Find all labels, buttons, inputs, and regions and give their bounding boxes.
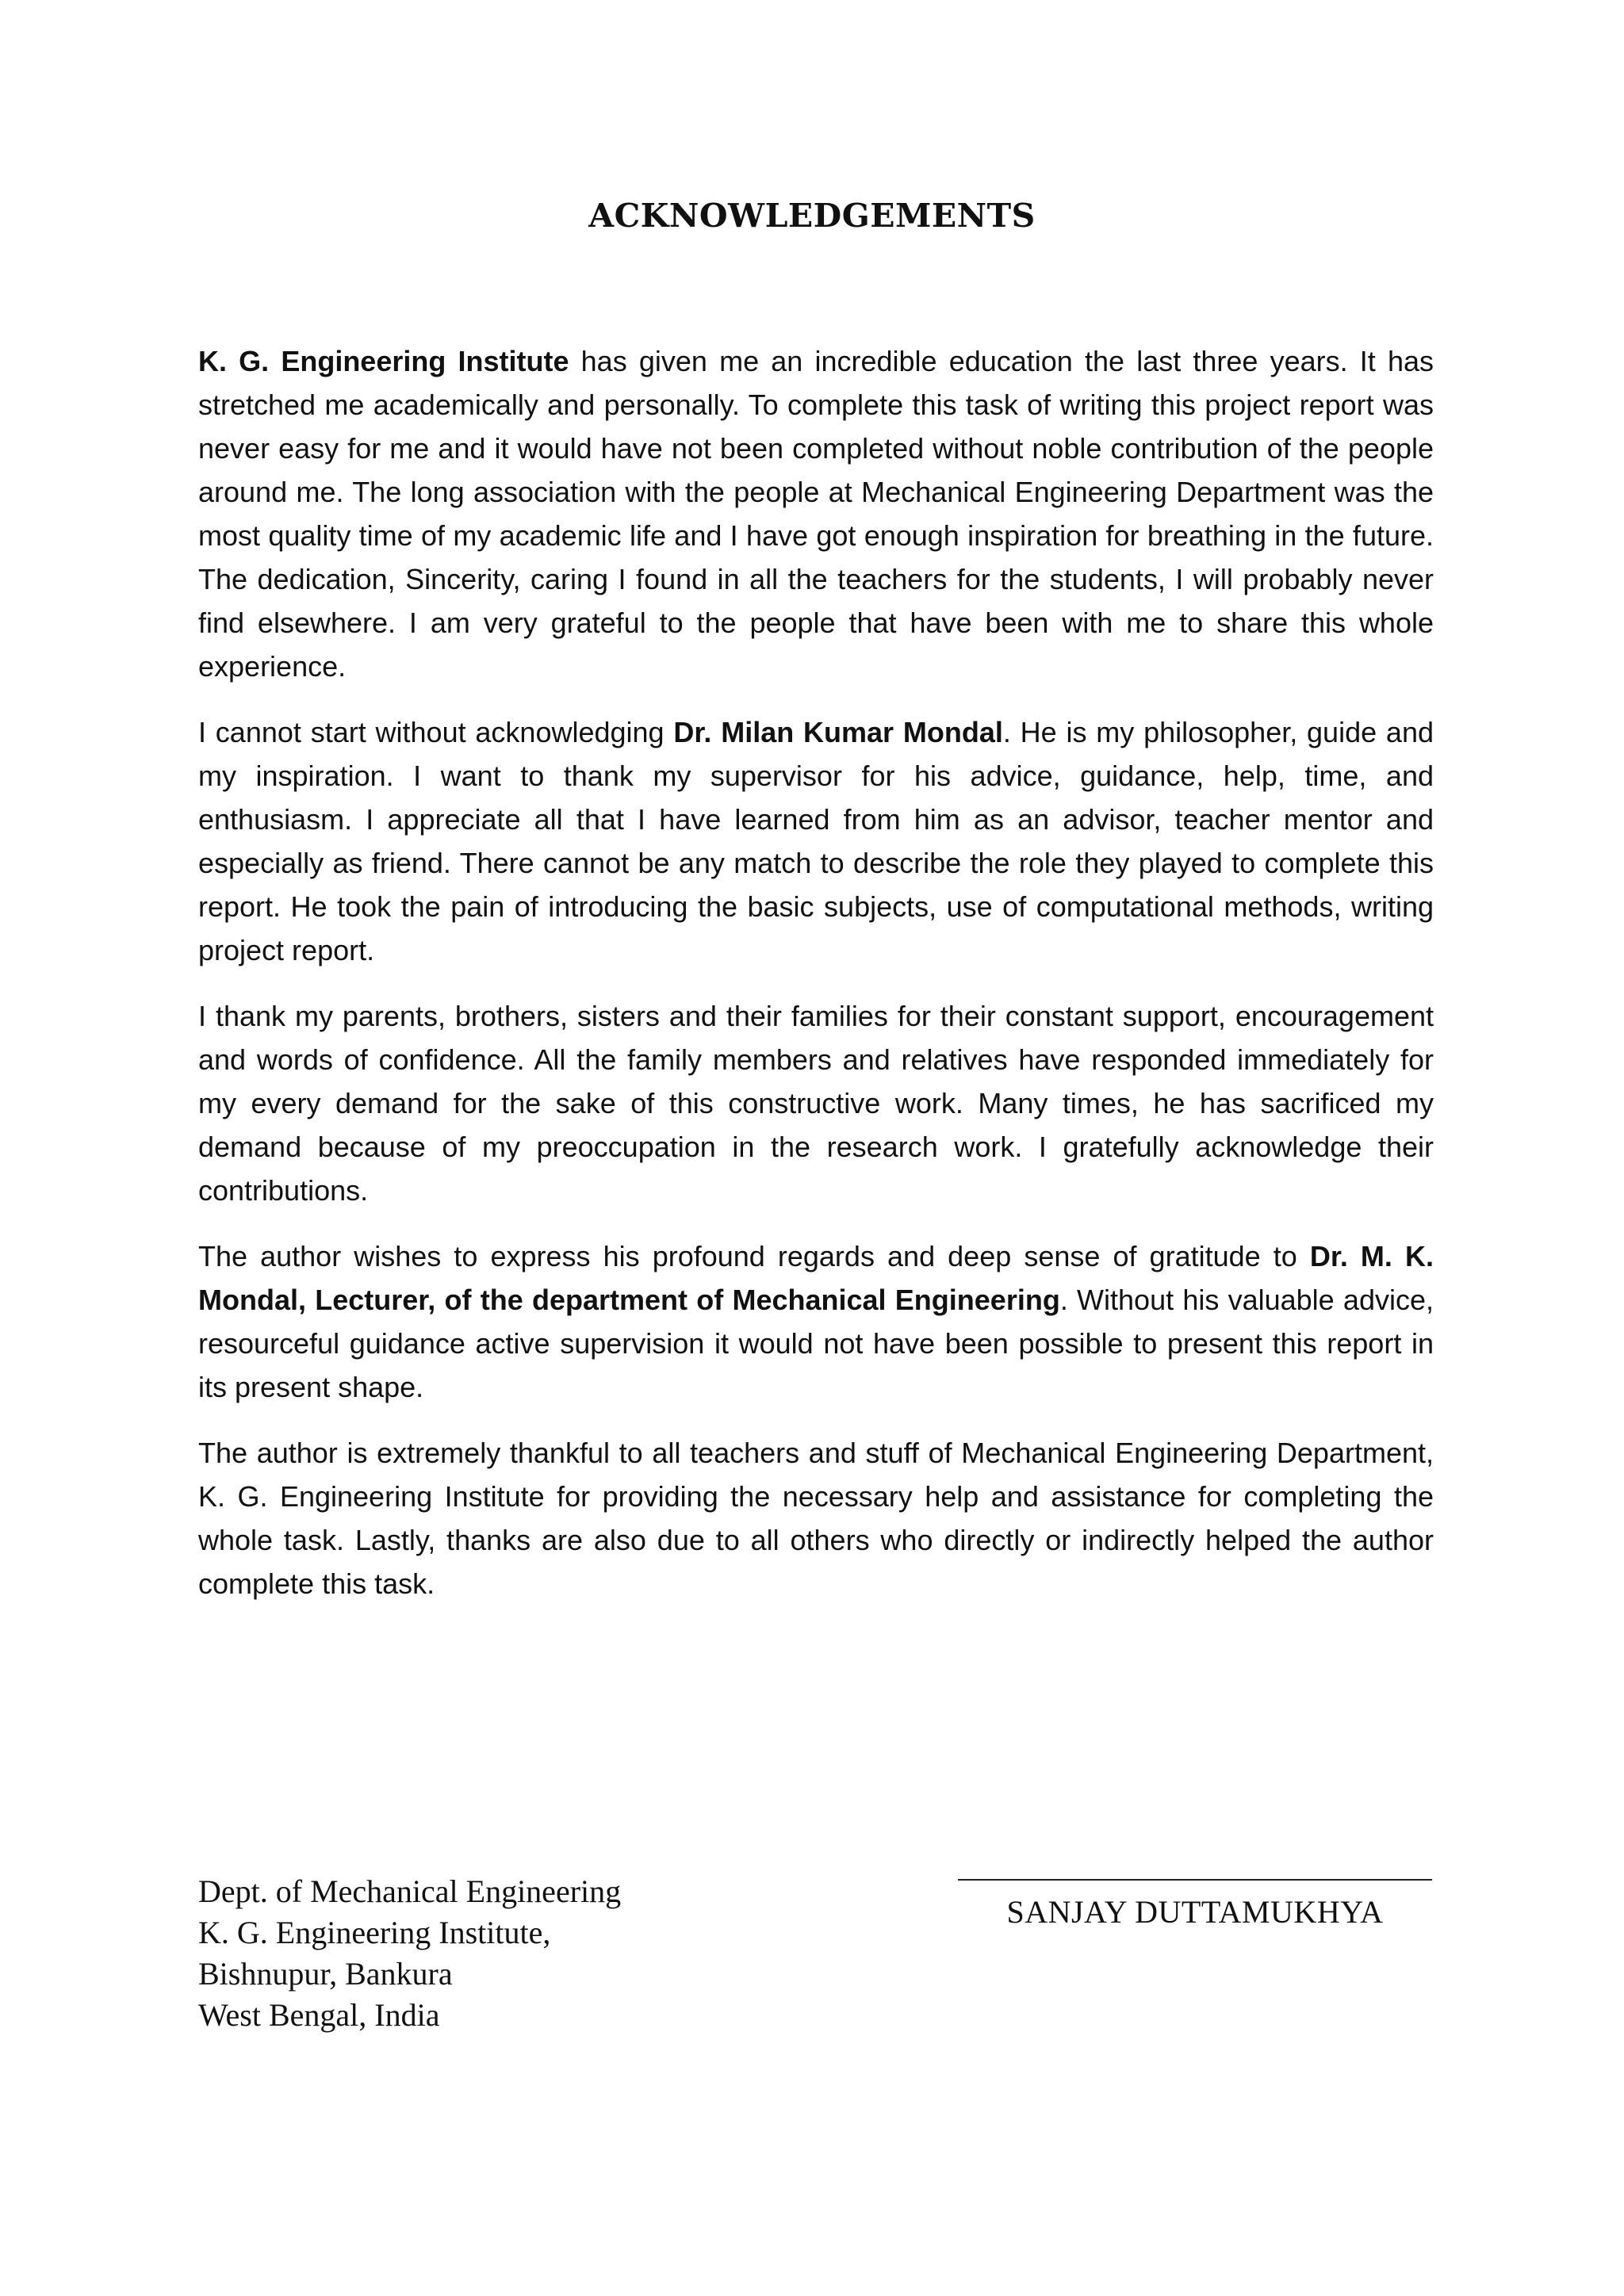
institute-name-bold: K. G. Engineering Institute bbox=[198, 345, 569, 377]
address-line-4: West Bengal, India bbox=[198, 1997, 440, 2033]
paragraph-4-start: The author wishes to express his profound regards and deep sense of gratitude to bbox=[198, 1240, 1310, 1272]
paragraph-5 bbox=[198, 1431, 1434, 1605]
lecturer-name-bold: Dr. M. K. Mondal, Lecturer, of the department of Mechanical Engineering bbox=[198, 1240, 1434, 1316]
paragraph-4-text: . Without his valuable advice, resourceful guidance active supervision it would not have been possible to present this report in its present shape. bbox=[198, 1284, 1434, 1403]
department-address bbox=[198, 1871, 621, 2036]
acknowledgement-body bbox=[198, 339, 1434, 1628]
paragraph-1-text: has given me an incredible education the last three years. It has stretched me academically and personally. To complete this task of writing this project report was never easy for me and it would have not been completed without noble contribution of the people around me. The long association with the people at Mechanical Engineering Department was the most quality time of my academic life and I have got enough inspiration for breathing in the future. The dedication, Sincerity, caring I found in all the teachers for the students, I will probably never find elsewhere. I am very grateful to the people that have been with me to share this whole experience. bbox=[198, 345, 1434, 683]
supervisor-name-bold: Dr. Milan Kumar Mondal bbox=[673, 716, 1003, 748]
address-line-1: Dept. of Mechanical Engineering bbox=[198, 1873, 622, 1909]
paragraph-4 bbox=[198, 1234, 1434, 1409]
author-name: SANJAY DUTTAMUKHYA bbox=[1006, 1894, 1384, 1930]
paragraph-1 bbox=[198, 339, 1434, 688]
address-line-2: K. G. Engineering Institute, bbox=[198, 1915, 551, 1950]
address-line-3: Bishnupur, Bankura bbox=[198, 1956, 453, 1992]
paragraph-2-text: . He is my philosopher, guide and my inspiration. I want to thank my supervisor for his advice, guidance, help, time, and enthusiasm. I appreciate all that I have learned from him as an advisor, teacher mentor and especially as friend. There cannot be any match to describe the role they played to complete this report. He took the pain of introducing the basic subjects, use of computational methods, writing project report. bbox=[198, 716, 1434, 966]
signature-block bbox=[958, 1879, 1432, 1933]
paragraph-2-start: I cannot start without acknowledging bbox=[198, 716, 674, 748]
paragraph-3-text: I thank my parents, brothers, sisters and their families for their constant support, encouragement and words of confidence. All the family members and relatives have responded immediately for my every demand for the sake of this constructive work. Many times, he has sacrificed my demand because of my preoccupation in the research work. I gratefully acknowledge their contributions. bbox=[198, 1000, 1434, 1207]
paragraph-5-text: The author is extremely thankful to all teachers and stuff of Mechanical Engineering Department, K. G. Engineering Institute for providing the necessary help and assistance for completing the whole task. Lastly, thanks are also due to all others who directly or indirectly helped the author complete this task. bbox=[198, 1437, 1434, 1600]
signature-line bbox=[958, 1879, 1432, 1881]
paragraph-3 bbox=[198, 994, 1434, 1212]
page-title: ACKNOWLEDGEMENTS bbox=[588, 197, 1036, 235]
paragraph-2 bbox=[198, 710, 1434, 972]
